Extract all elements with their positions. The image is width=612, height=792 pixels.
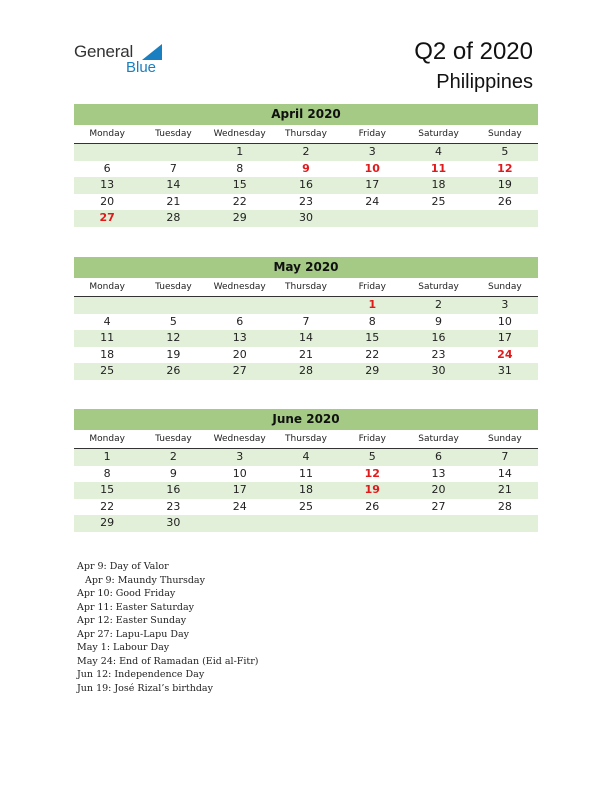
day-cell: 17 bbox=[497, 331, 512, 344]
day-cell: 1 bbox=[368, 298, 377, 311]
weekday-label: Thursday bbox=[285, 434, 327, 444]
weekday-label: Thursday bbox=[285, 129, 327, 139]
weekday-header-row bbox=[74, 430, 538, 449]
month-april bbox=[74, 104, 538, 227]
day-cell: 29 bbox=[365, 364, 380, 377]
holiday-note: Apr 9: Day of Valor bbox=[77, 561, 169, 572]
day-cell: 18 bbox=[431, 178, 446, 191]
weekday-label: Friday bbox=[358, 129, 386, 139]
week-row bbox=[74, 144, 538, 161]
day-cell: 26 bbox=[365, 499, 380, 513]
day-cell: 16 bbox=[431, 331, 446, 344]
day-cell: 24 bbox=[232, 499, 247, 513]
day-cell: 8 bbox=[368, 314, 376, 328]
day-cell: 25 bbox=[298, 499, 313, 513]
day-cell bbox=[472, 515, 538, 532]
holiday-note: Apr 27: Lapu-Lapu Day bbox=[77, 628, 190, 640]
holiday-notes bbox=[77, 560, 258, 695]
day-cell: 11 bbox=[430, 161, 447, 175]
day-cell: 16 bbox=[298, 178, 313, 191]
day-cell: 20 bbox=[232, 347, 247, 361]
day-cell: 28 bbox=[166, 211, 181, 224]
day-cell: 8 bbox=[236, 161, 244, 175]
day-cell: 11 bbox=[100, 331, 115, 344]
day-cell: 30 bbox=[166, 516, 181, 529]
weekday-label: Sunday bbox=[487, 282, 522, 292]
day-cell: 15 bbox=[232, 178, 247, 191]
day-cell: 6 bbox=[103, 161, 111, 175]
weekday-label: Thursday bbox=[285, 282, 327, 292]
day-cell: 2 bbox=[435, 298, 443, 311]
day-cell: 5 bbox=[169, 314, 177, 328]
day-cell: 22 bbox=[232, 194, 247, 208]
day-cell: 22 bbox=[100, 499, 115, 513]
day-cell: 9 bbox=[169, 466, 177, 480]
day-cell: 6 bbox=[236, 314, 244, 328]
day-cell: 12 bbox=[166, 331, 181, 344]
day-cell bbox=[273, 297, 339, 314]
day-cell: 4 bbox=[103, 314, 111, 328]
day-cell bbox=[74, 144, 140, 161]
day-cell: 27 bbox=[99, 211, 115, 224]
day-cell: 31 bbox=[497, 364, 512, 377]
day-cell: 3 bbox=[501, 298, 509, 311]
day-cell: 14 bbox=[166, 178, 181, 191]
weekday-label: Monday bbox=[89, 129, 125, 139]
day-cell bbox=[273, 515, 339, 532]
day-cell: 13 bbox=[232, 331, 247, 344]
day-cell: 7 bbox=[169, 161, 177, 175]
day-cell: 3 bbox=[236, 450, 244, 463]
logo bbox=[74, 42, 174, 78]
holiday-note: May 1: Labour Day bbox=[77, 642, 170, 653]
logo-triangle-icon bbox=[142, 44, 162, 60]
month-june bbox=[74, 409, 538, 532]
day-cell: 2 bbox=[302, 145, 310, 158]
day-cell: 18 bbox=[100, 347, 115, 361]
day-cell: 25 bbox=[100, 364, 115, 377]
day-cell: 14 bbox=[298, 331, 313, 344]
day-cell: 17 bbox=[232, 483, 247, 496]
day-cell: 29 bbox=[100, 516, 115, 529]
weekday-label: Saturday bbox=[418, 129, 459, 139]
day-cell: 23 bbox=[166, 499, 181, 513]
country-name: Philippines bbox=[436, 71, 533, 93]
weekday-label: Wednesday bbox=[213, 129, 266, 139]
weekday-label: Wednesday bbox=[213, 434, 266, 444]
day-cell: 15 bbox=[100, 483, 115, 496]
day-cell bbox=[140, 144, 206, 161]
weekday-label: Sunday bbox=[487, 129, 522, 139]
day-cell: 30 bbox=[298, 211, 313, 224]
weekday-header-row bbox=[74, 278, 538, 297]
month-may bbox=[74, 257, 538, 380]
day-cell bbox=[140, 297, 206, 314]
day-cell: 25 bbox=[431, 194, 446, 208]
weekday-header-row bbox=[74, 125, 538, 144]
day-cell bbox=[339, 210, 405, 227]
day-cell: 10 bbox=[232, 466, 247, 480]
day-cell: 12 bbox=[364, 466, 380, 480]
day-cell: 18 bbox=[298, 483, 313, 496]
week-row bbox=[74, 210, 538, 227]
week-row bbox=[74, 515, 538, 532]
week-row bbox=[74, 177, 538, 194]
day-cell: 5 bbox=[501, 145, 509, 158]
day-cell: 19 bbox=[364, 483, 380, 496]
day-cell: 9 bbox=[302, 161, 310, 175]
month-title: May 2020 bbox=[74, 257, 538, 278]
day-cell bbox=[339, 515, 405, 532]
day-cell: 24 bbox=[365, 194, 380, 208]
day-cell: 10 bbox=[364, 161, 380, 175]
holiday-note: Apr 11: Easter Saturday bbox=[77, 601, 195, 613]
day-cell bbox=[207, 515, 273, 532]
weekday-label: Tuesday bbox=[155, 282, 192, 292]
day-cell bbox=[405, 515, 471, 532]
month-title: June 2020 bbox=[74, 409, 538, 430]
weekday-label: Wednesday bbox=[213, 282, 266, 292]
week-row bbox=[74, 297, 538, 314]
day-cell: 9 bbox=[435, 314, 443, 328]
day-cell: 23 bbox=[298, 194, 313, 208]
holiday-note: Apr 12: Easter Sunday bbox=[77, 615, 187, 626]
day-cell bbox=[405, 210, 471, 227]
weekday-label: Saturday bbox=[418, 434, 459, 444]
holiday-note: Jun 19: José Rizal’s birthday bbox=[77, 682, 213, 694]
weekday-label: Tuesday bbox=[155, 129, 192, 139]
day-cell: 28 bbox=[298, 364, 313, 377]
holiday-note: Jun 12: Independence Day bbox=[77, 669, 205, 680]
day-cell: 27 bbox=[232, 364, 247, 377]
day-cell: 10 bbox=[497, 314, 512, 328]
logo-blue-text: Blue bbox=[126, 59, 157, 76]
weekday-label: Saturday bbox=[418, 282, 459, 292]
week-row bbox=[74, 499, 538, 516]
day-cell: 12 bbox=[497, 161, 513, 175]
holiday-note: Apr 10: Good Friday bbox=[77, 588, 176, 599]
day-cell: 28 bbox=[497, 499, 512, 513]
day-cell: 14 bbox=[497, 466, 512, 480]
day-cell: 27 bbox=[431, 499, 446, 513]
day-cell: 21 bbox=[298, 347, 313, 361]
day-cell: 1 bbox=[103, 450, 111, 463]
day-cell: 7 bbox=[302, 314, 310, 328]
day-cell: 17 bbox=[365, 178, 380, 191]
day-cell: 8 bbox=[103, 466, 111, 480]
day-cell bbox=[207, 297, 273, 314]
holiday-note: Apr 9: Maundy Thursday bbox=[85, 574, 205, 586]
day-cell: 2 bbox=[169, 450, 177, 463]
day-cell: 7 bbox=[501, 450, 509, 463]
weekday-label: Monday bbox=[89, 282, 125, 292]
week-row bbox=[74, 194, 538, 211]
day-cell: 21 bbox=[166, 194, 181, 208]
week-row bbox=[74, 363, 538, 380]
logo-general-text: General bbox=[74, 42, 134, 61]
month-title: April 2020 bbox=[74, 104, 538, 125]
weekday-label: Monday bbox=[89, 434, 125, 444]
day-cell: 19 bbox=[166, 347, 181, 361]
day-cell: 20 bbox=[100, 194, 115, 208]
weekday-label: Friday bbox=[358, 434, 386, 444]
day-cell: 4 bbox=[435, 145, 443, 158]
week-row bbox=[74, 347, 538, 364]
day-cell bbox=[74, 297, 140, 314]
day-cell: 26 bbox=[497, 194, 512, 208]
day-cell: 11 bbox=[298, 466, 313, 480]
day-cell: 3 bbox=[368, 145, 376, 158]
weekday-label: Tuesday bbox=[155, 434, 192, 444]
week-row bbox=[74, 482, 538, 499]
week-row bbox=[74, 161, 538, 178]
day-cell: 1 bbox=[236, 145, 244, 158]
day-cell: 21 bbox=[497, 483, 512, 496]
day-cell: 5 bbox=[368, 450, 376, 463]
day-cell: 15 bbox=[365, 331, 380, 344]
week-row bbox=[74, 314, 538, 331]
weekday-label: Friday bbox=[358, 282, 386, 292]
day-cell: 23 bbox=[431, 347, 446, 361]
week-row bbox=[74, 449, 538, 466]
week-row bbox=[74, 330, 538, 347]
day-cell: 20 bbox=[431, 483, 446, 496]
holiday-note: May 24: End of Ramadan (Eid al-Fitr) bbox=[77, 655, 259, 667]
day-cell bbox=[472, 210, 538, 227]
day-cell: 24 bbox=[497, 347, 513, 361]
day-cell: 13 bbox=[100, 178, 115, 191]
day-cell: 22 bbox=[365, 347, 380, 361]
day-cell: 16 bbox=[166, 483, 181, 496]
week-row bbox=[74, 466, 538, 483]
day-cell: 26 bbox=[166, 364, 181, 377]
day-cell: 6 bbox=[435, 450, 443, 463]
page-title: Q2 of 2020 bbox=[414, 38, 533, 65]
weekday-label: Sunday bbox=[487, 434, 522, 444]
day-cell: 19 bbox=[497, 178, 512, 191]
day-cell: 29 bbox=[232, 211, 247, 224]
day-cell: 4 bbox=[302, 450, 310, 463]
day-cell: 13 bbox=[431, 466, 446, 480]
day-cell: 30 bbox=[431, 364, 446, 377]
